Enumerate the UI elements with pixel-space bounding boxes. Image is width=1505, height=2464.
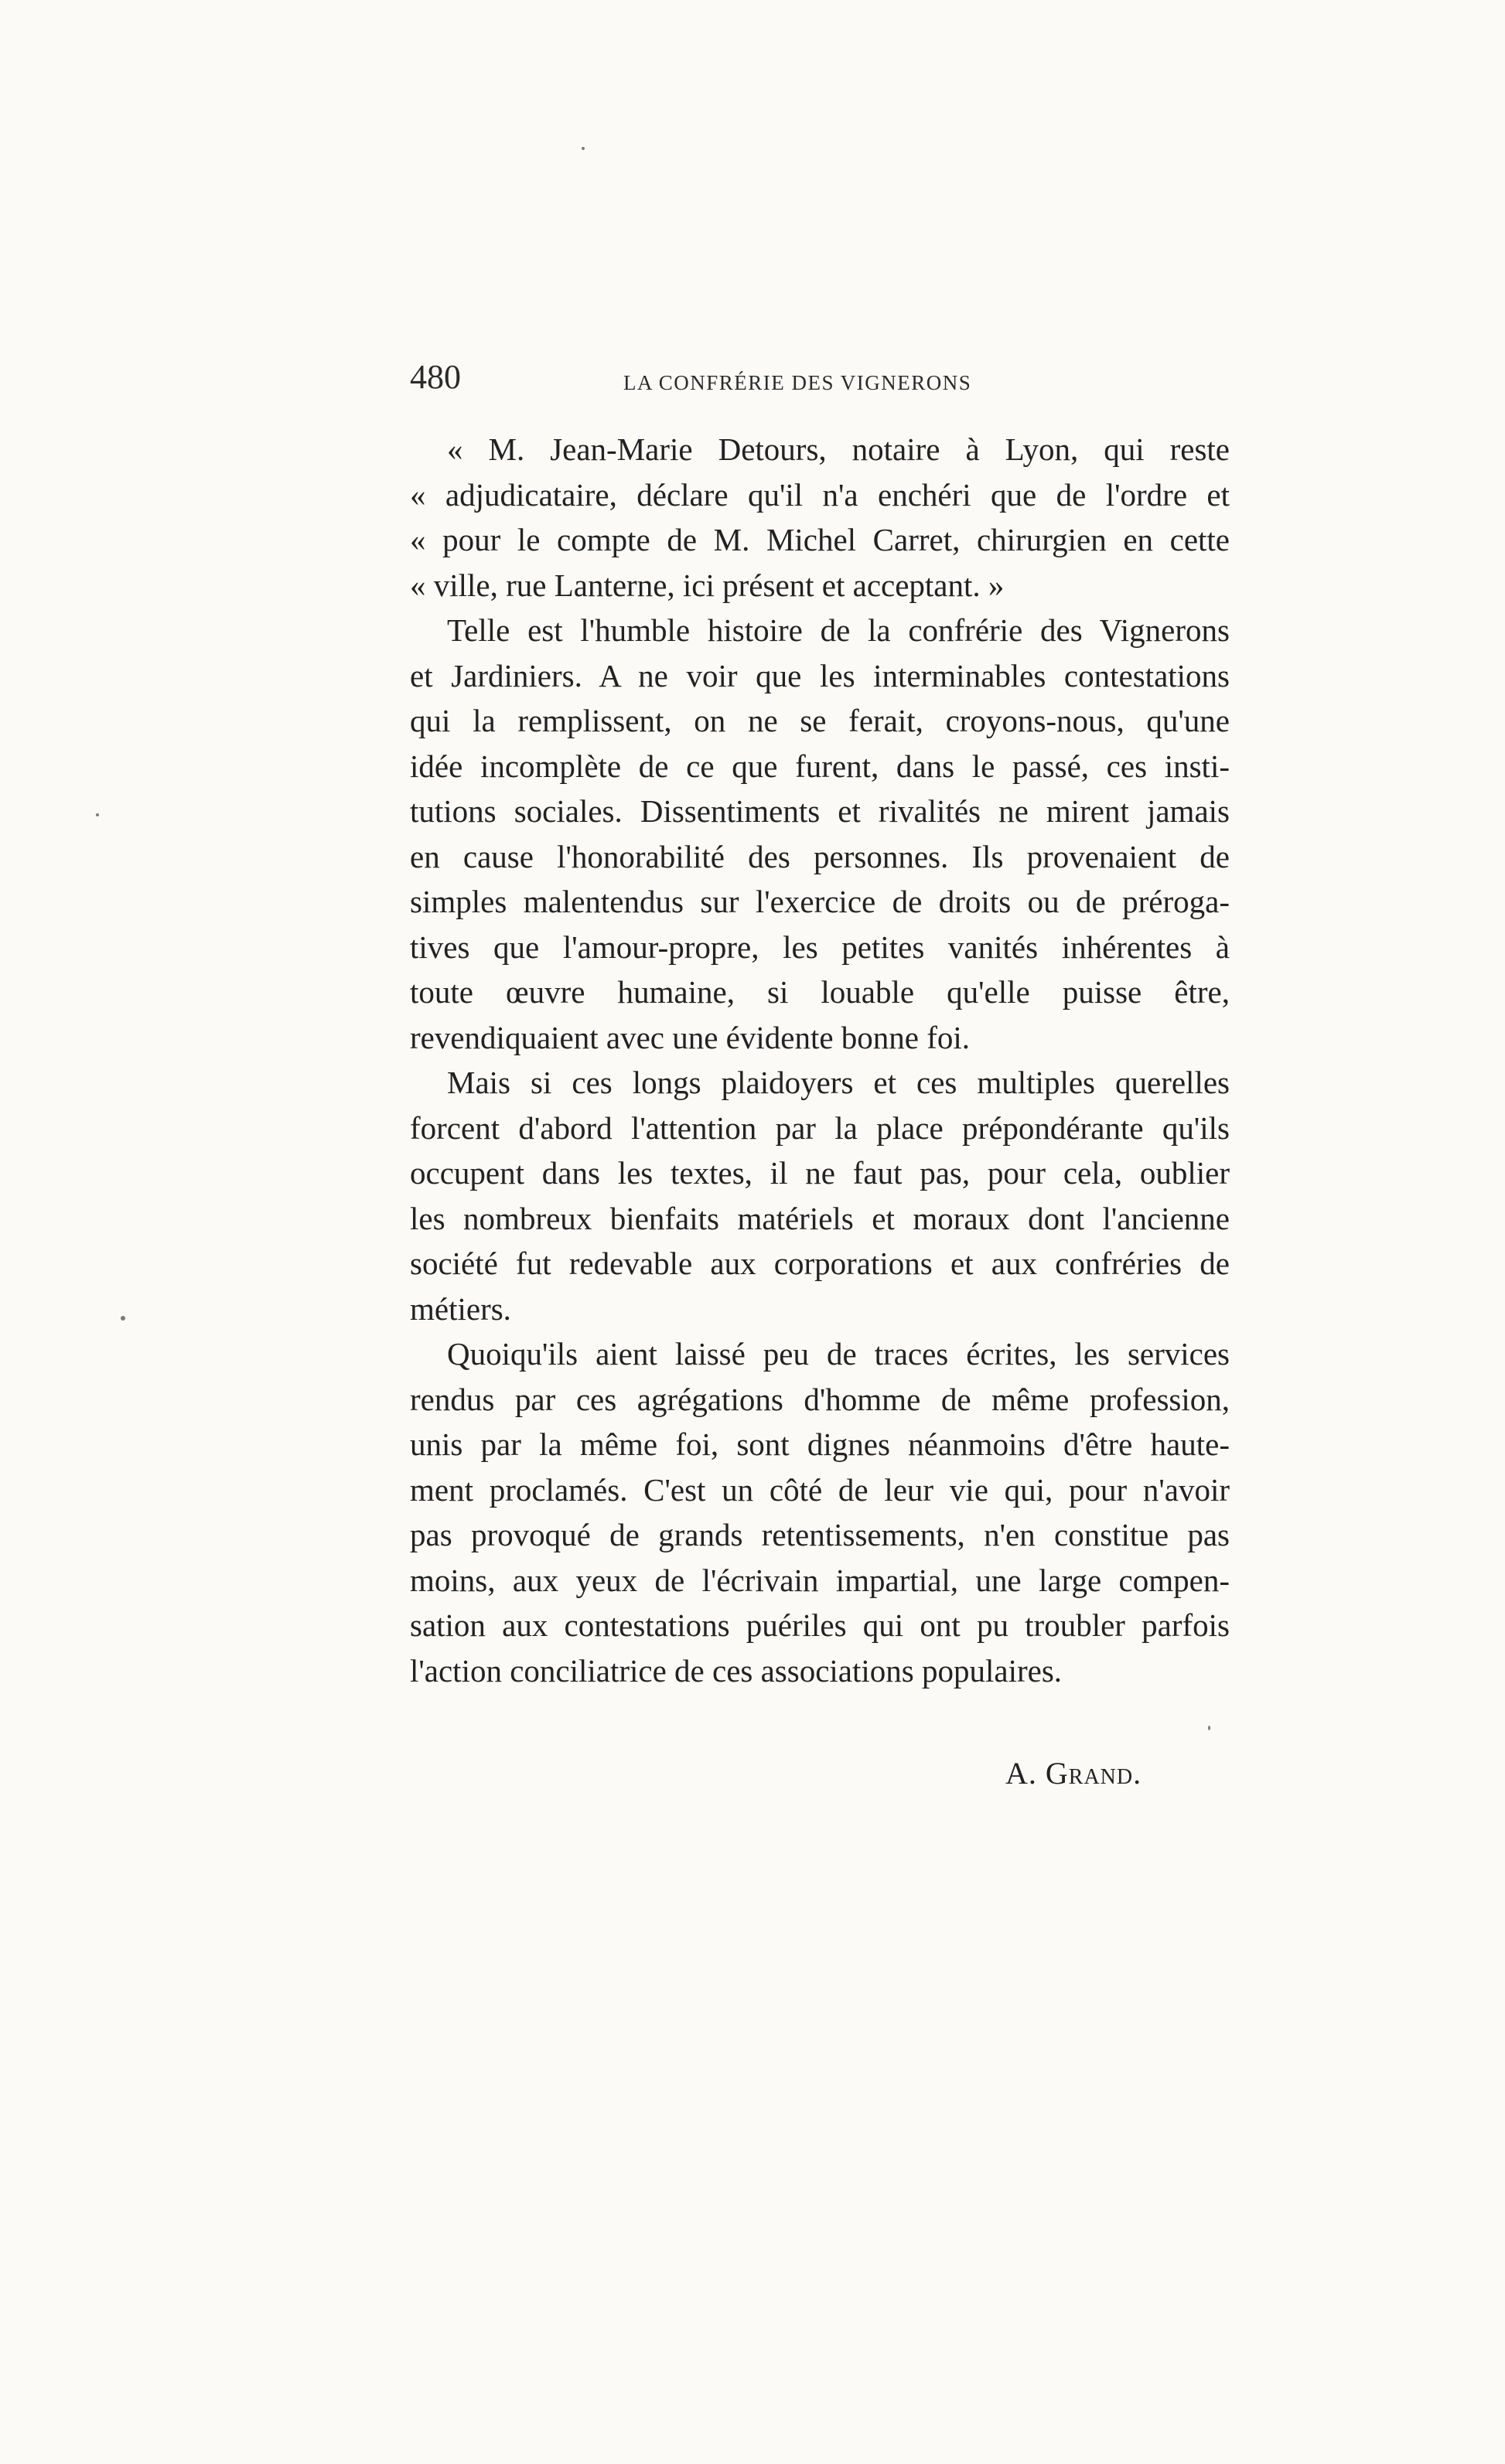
page-number: 480	[410, 358, 461, 396]
text-line: société fut redevable aux corporations et aux confréries de	[410, 1246, 1230, 1281]
print-speck	[582, 147, 585, 150]
text-line: et Jardiniers. A ne voir que les interminables contestations	[410, 657, 1230, 694]
text-line: tives que l'amour-propre, les petites vanités inhérentes à	[410, 929, 1230, 965]
text-line: Telle est l'humble histoire de la confrérie des Vignerons	[447, 612, 1230, 648]
text-line: simples malentendus sur l'exercice de droits ou de préroga-	[410, 884, 1230, 919]
text-line: métiers.	[410, 1290, 511, 1327]
body-text	[410, 427, 1230, 1693]
text-line: tutions sociales. Dissentiments et rivalités ne mirent jamais	[410, 793, 1230, 829]
text-line: toute œuvre humaine, si louable qu'elle puisse être,	[410, 974, 1230, 1010]
text-line: Mais si ces longs plaidoyers et ces multiples querelles	[447, 1065, 1230, 1100]
text-line: « ville, rue Lanterne, ici présent et acceptant. »	[410, 567, 1005, 603]
text-line: rendus par ces agrégations d'homme de même profession,	[410, 1381, 1230, 1417]
print-speck	[121, 1316, 125, 1321]
text-line: occupent dans les textes, il ne faut pas, pour cela, oublier	[410, 1155, 1230, 1191]
author-signature	[1005, 1755, 1142, 1791]
text-line: unis par la même foi, sont dignes néanmoins d'être haute-	[410, 1426, 1230, 1462]
text-line: en cause l'honorabilité des personnes. Ils provenaient de	[410, 838, 1230, 874]
text-line: les nombreux bienfaits matériels et moraux dont l'ancienne	[410, 1200, 1230, 1236]
print-speck	[96, 813, 99, 816]
text-line: revendiquaient avec une évidente bonne foi.	[410, 1019, 971, 1055]
text-line: Quoiqu'ils aient laissé peu de traces écrites, les services	[447, 1336, 1230, 1372]
signature-initial: A.	[1005, 1756, 1037, 1791]
text-line: qui la remplissent, on ne se ferait, croyons-nous, qu'une	[410, 703, 1230, 738]
text-line: pas provoqué de grands retentissements, n'en constitue pas	[410, 1517, 1230, 1552]
text-line: idée incomplète de ce que furent, dans le passé, ces insti-	[410, 748, 1230, 784]
signature-surname: Grand.	[1045, 1756, 1142, 1791]
text-line: « M. Jean-Marie Detours, notaire à Lyon, qui reste	[447, 431, 1230, 467]
text-line: moins, aux yeux de l'écrivain impartial, une large compen-	[410, 1562, 1230, 1598]
print-speck	[1208, 1726, 1210, 1730]
text-line: ment proclamés. C'est un côté de leur vie qui, pour n'avoir	[410, 1471, 1230, 1508]
text-line: « adjudicataire, déclare qu'il n'a enchéri que de l'ordre et	[410, 476, 1230, 513]
text-line: l'action conciliatrice de ces associations populaires.	[410, 1652, 1063, 1689]
text-line: forcent d'abord l'attention par la place prépondérante qu'ils	[410, 1109, 1230, 1146]
text-line: « pour le compte de M. Michel Carret, chirurgien en cette	[410, 522, 1230, 557]
running-title: LA CONFRÉRIE DES VIGNERONS	[623, 371, 972, 394]
text-line: sation aux contestations puériles qui ont pu troubler parfois	[410, 1607, 1230, 1643]
running-head	[410, 357, 1230, 404]
